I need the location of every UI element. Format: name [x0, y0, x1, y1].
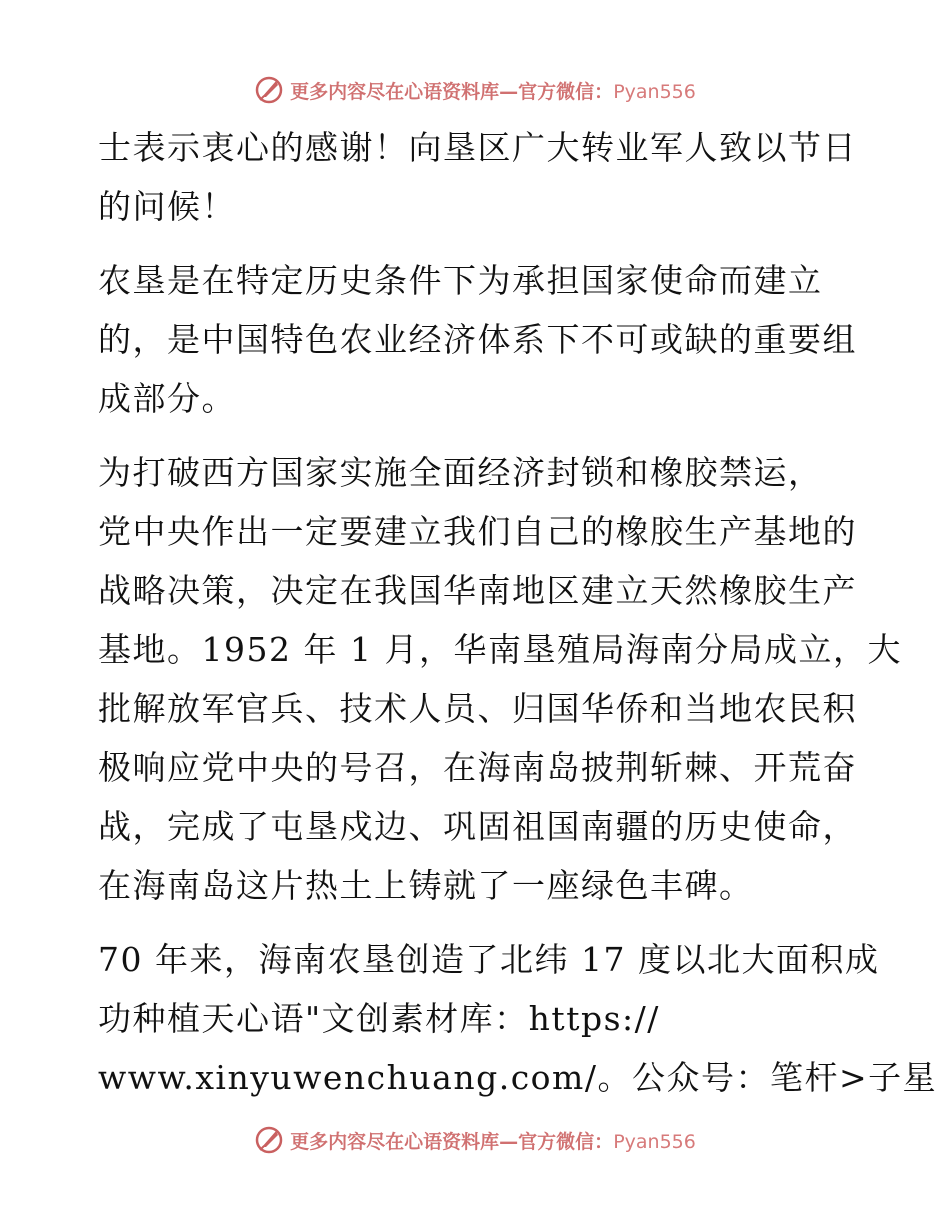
text-line: 极响应党中央的号召，在海南岛披荆斩棘、开荒奋 — [98, 748, 857, 787]
text-line: 战，完成了屯垦戍边、巩固祖国南疆的历史使命， — [98, 807, 857, 846]
watermark-site-text: 更多内容尽在心语资料库 — [290, 80, 500, 103]
watermark-wechat-id: Pyan556 — [613, 1130, 696, 1153]
watermark-site-text: 更多内容尽在心语资料库 — [290, 1130, 500, 1153]
watermark-wechat-id: Pyan556 — [613, 80, 696, 103]
paragraph — [98, 443, 902, 915]
text-line: www.xinyuwenchuang.com/。公众号：笔杆>子星 — [98, 1058, 938, 1097]
text-line: 批解放军官兵、技术人员、归国华侨和当地农民积 — [98, 689, 857, 728]
text-line: 基地。1952 年 1 月，华南垦殖局海南分局成立，大 — [98, 630, 902, 669]
text-line: 70 年来，海南农垦创造了北纬 17 度以北大面积成 — [98, 940, 880, 979]
text-line: 在海南岛这片热土上铸就了一座绿色丰碑。 — [98, 866, 754, 905]
watermark-wechat-label: 官方微信： — [518, 80, 614, 103]
text-line: 功种植天心语"文创素材库：https:// — [98, 999, 660, 1038]
text-line: 党中央作出一定要建立我们自己的橡胶生产基地的 — [98, 512, 857, 551]
watermark-text — [290, 77, 696, 104]
watermark-text — [290, 1127, 696, 1154]
text-line: 的问候！ — [98, 187, 236, 226]
document-body — [98, 118, 938, 1122]
paragraph — [98, 118, 858, 236]
feather-pen-logo-icon — [254, 75, 284, 105]
text-line: 士表示衷心的感谢！向垦区广大转业军人致以节日 — [98, 128, 857, 167]
text-line: 为打破西方国家实施全面经济封锁和橡胶禁运， — [98, 453, 823, 492]
text-line: 成部分。 — [98, 379, 236, 418]
watermark-wechat-label: 官方微信： — [518, 1130, 614, 1153]
paragraph — [98, 251, 858, 428]
header-watermark — [0, 70, 950, 110]
text-line: 的，是中国特色农业经济体系下不可或缺的重要组 — [98, 320, 857, 359]
feather-pen-logo-icon — [254, 1125, 284, 1155]
watermark-separator: — — [499, 1130, 519, 1153]
text-line: 农垦是在特定历史条件下为承担国家使命而建立 — [98, 261, 823, 300]
watermark-separator: — — [499, 80, 519, 103]
footer-watermark — [0, 1120, 950, 1160]
text-line: 战略决策，决定在我国华南地区建立天然橡胶生产 — [98, 571, 857, 610]
paragraph — [98, 930, 938, 1107]
